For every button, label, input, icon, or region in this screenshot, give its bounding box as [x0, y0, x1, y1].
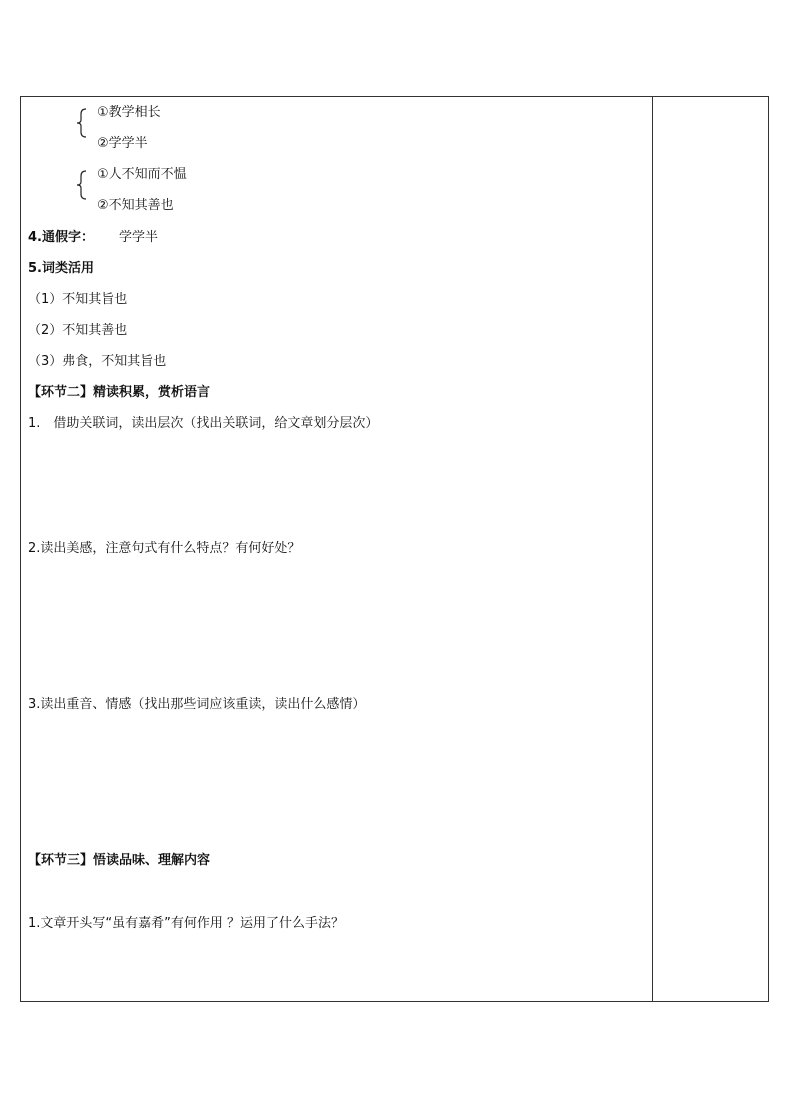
brace-group-2 [74, 170, 90, 200]
part2-question-2: 2.读出美感，注意句式有什么特点？有何好处？ [28, 541, 301, 556]
group1-item-1: ①教学相长 [97, 105, 161, 120]
brace-group-1 [74, 108, 90, 138]
section5-item-3: （3）弗食，不知其旨也 [28, 354, 167, 369]
part2-question-1: 1. 借助关联词，读出层次（找出关联词，给文章划分层次） [28, 416, 379, 431]
group2-item-2: ②不知其善也 [97, 198, 174, 213]
group1-item-2: ②学学半 [97, 136, 148, 151]
section5-item-1: （1）不知其旨也 [28, 292, 128, 307]
part3-question-1: 1.文章开头写“虽有嘉肴”有何作用 ？运用了什么手法？ [28, 916, 345, 931]
part2-question-3: 3.读出重音、情感（找出那些词应该重读，读出什么感情） [28, 697, 366, 712]
column-divider [652, 96, 653, 1002]
section5-label: 5.词类活用 [28, 261, 94, 276]
section4-value: 学学半 [119, 230, 159, 245]
part2-heading: 【环节二】精读积累，赏析语言 [28, 385, 211, 400]
group2-item-1: ①人不知而不愠 [97, 167, 187, 182]
part3-heading: 【环节三】悟读品味、理解内容 [28, 853, 211, 868]
section5-item-2: （2）不知其善也 [28, 323, 128, 338]
section4-label: 4.通假字： [28, 230, 94, 245]
